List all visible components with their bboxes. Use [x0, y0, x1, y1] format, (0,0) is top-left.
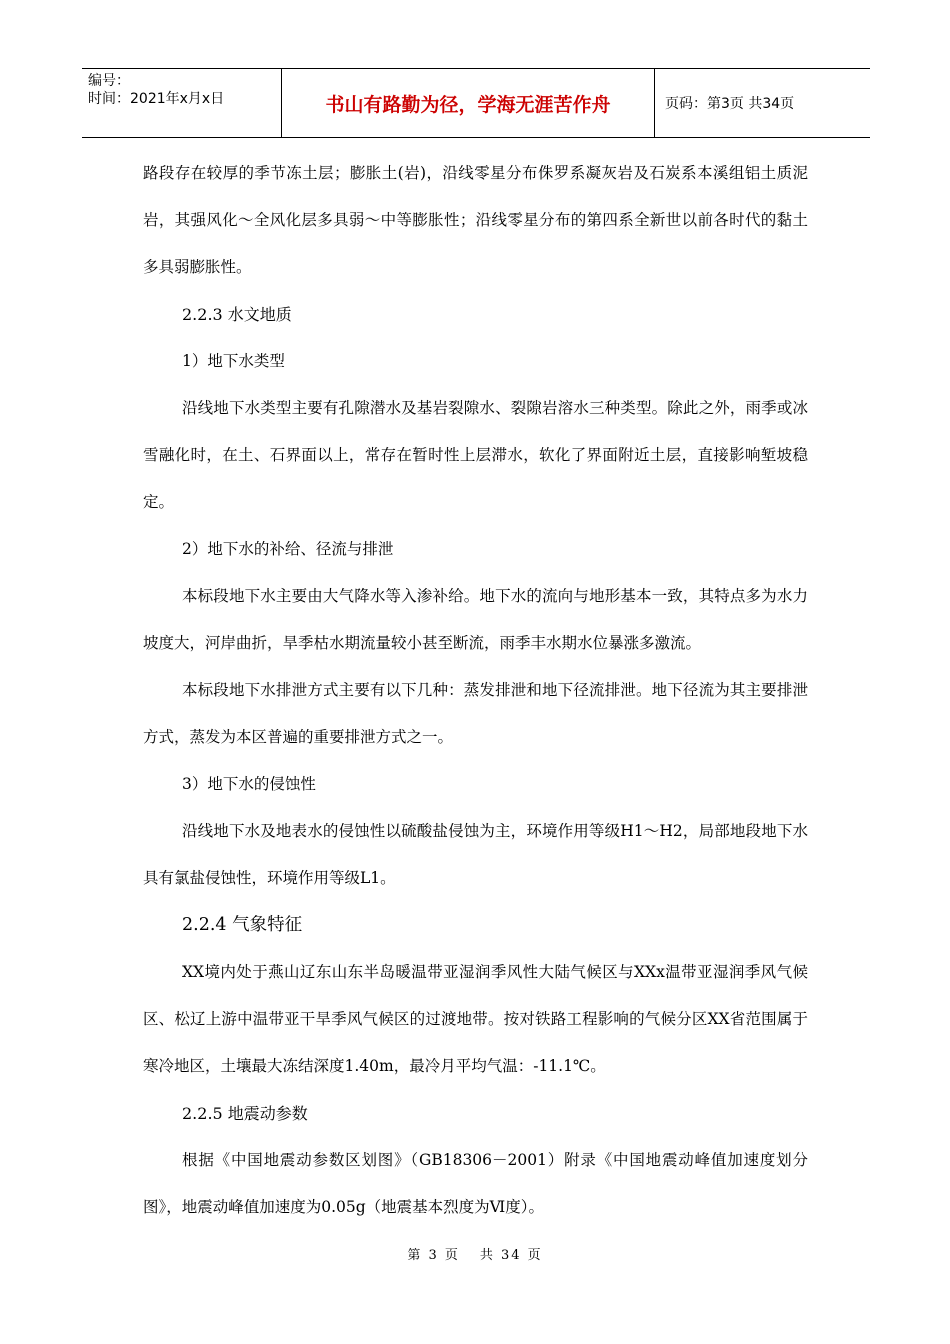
subheading-groundwater-recharge: 2）地下水的补给、径流与排泄	[182, 540, 394, 558]
subheading-groundwater-corrosion: 3）地下水的侵蚀性	[182, 775, 316, 793]
paragraph-groundwater-type: 沿线地下水类型主要有孔隙潜水及基岩裂隙水、裂隙岩溶水三种类型。除此之外，雨季或冰雪融化时，在土、石界面以上，常存在暂时性上层滞水，软化了界面附近土层，直接影响堑坡稳定。	[143, 399, 808, 511]
document-body	[143, 150, 808, 1231]
paragraph-seismic: 根据《中国地震动参数区划图》（GB18306－2001）附录《中国地震动峰值加速度划分图》，地震动峰值加速度为0.05g（地震基本烈度为Ⅵ度）。	[143, 1151, 808, 1216]
paragraph-soil-layers: 路段存在较厚的季节冻土层；膨胀土(岩)，沿线零星分布侏罗系凝灰岩及石炭系本溪组铝土质泥岩，其强风化～全风化层多具弱～中等膨胀性；沿线零星分布的第四系全新世以前各时代的黏土多具弱膨胀性。	[143, 164, 808, 276]
header-motto: 书山有路勤为径，学海无涯苦作舟	[282, 69, 655, 137]
page-header	[82, 68, 870, 138]
section-heading-seismic: 2.2.5 地震动参数	[182, 1104, 308, 1123]
subheading-groundwater-type: 1）地下水类型	[182, 352, 285, 370]
paragraph-groundwater-recharge: 本标段地下水主要由大气降水等入渗补给。地下水的流向与地形基本一致，其特点多为水力坡度大，河岸曲折，旱季枯水期流量较小甚至断流，雨季丰水期水位暴涨多激流。	[143, 587, 808, 652]
section-heading-climate: 2.2.4 气象特征	[182, 915, 303, 935]
header-meta	[82, 69, 282, 137]
page-footer	[0, 1244, 950, 1263]
paragraph-groundwater-discharge: 本标段地下水排泄方式主要有以下几种：蒸发排泄和地下径流排泄。地下径流为其主要排泄方式，蒸发为本区普遍的重要排泄方式之一。	[143, 681, 808, 746]
section-heading-hydrogeology: 2.2.3 水文地质	[182, 305, 292, 324]
paragraph-climate: XX境内处于燕山辽东山东半岛暖温带亚湿润季风性大陆气候区与XXx温带亚湿润季风气候区、松辽上游中温带亚干旱季风气候区的过渡地带。按对铁路工程影响的气候分区XX省范围属于寒冷地区，土壤最大冻结深度1.40m，最冷月平均气温：-11.1℃。	[143, 963, 808, 1075]
footer-page-number: 第 3 页	[407, 1248, 460, 1263]
footer-total-pages: 共 34 页	[479, 1248, 543, 1263]
document-date: 时间：2021年x月x日	[88, 91, 225, 107]
header-page-info: 页码：第3页 共34页	[665, 96, 795, 112]
document-number-label: 编号：	[88, 73, 130, 89]
paragraph-groundwater-corrosion: 沿线地下水及地表水的侵蚀性以硫酸盐侵蚀为主，环境作用等级H1～H2，局部地段地下水具有氯盐侵蚀性，环境作用等级L1。	[143, 822, 808, 887]
